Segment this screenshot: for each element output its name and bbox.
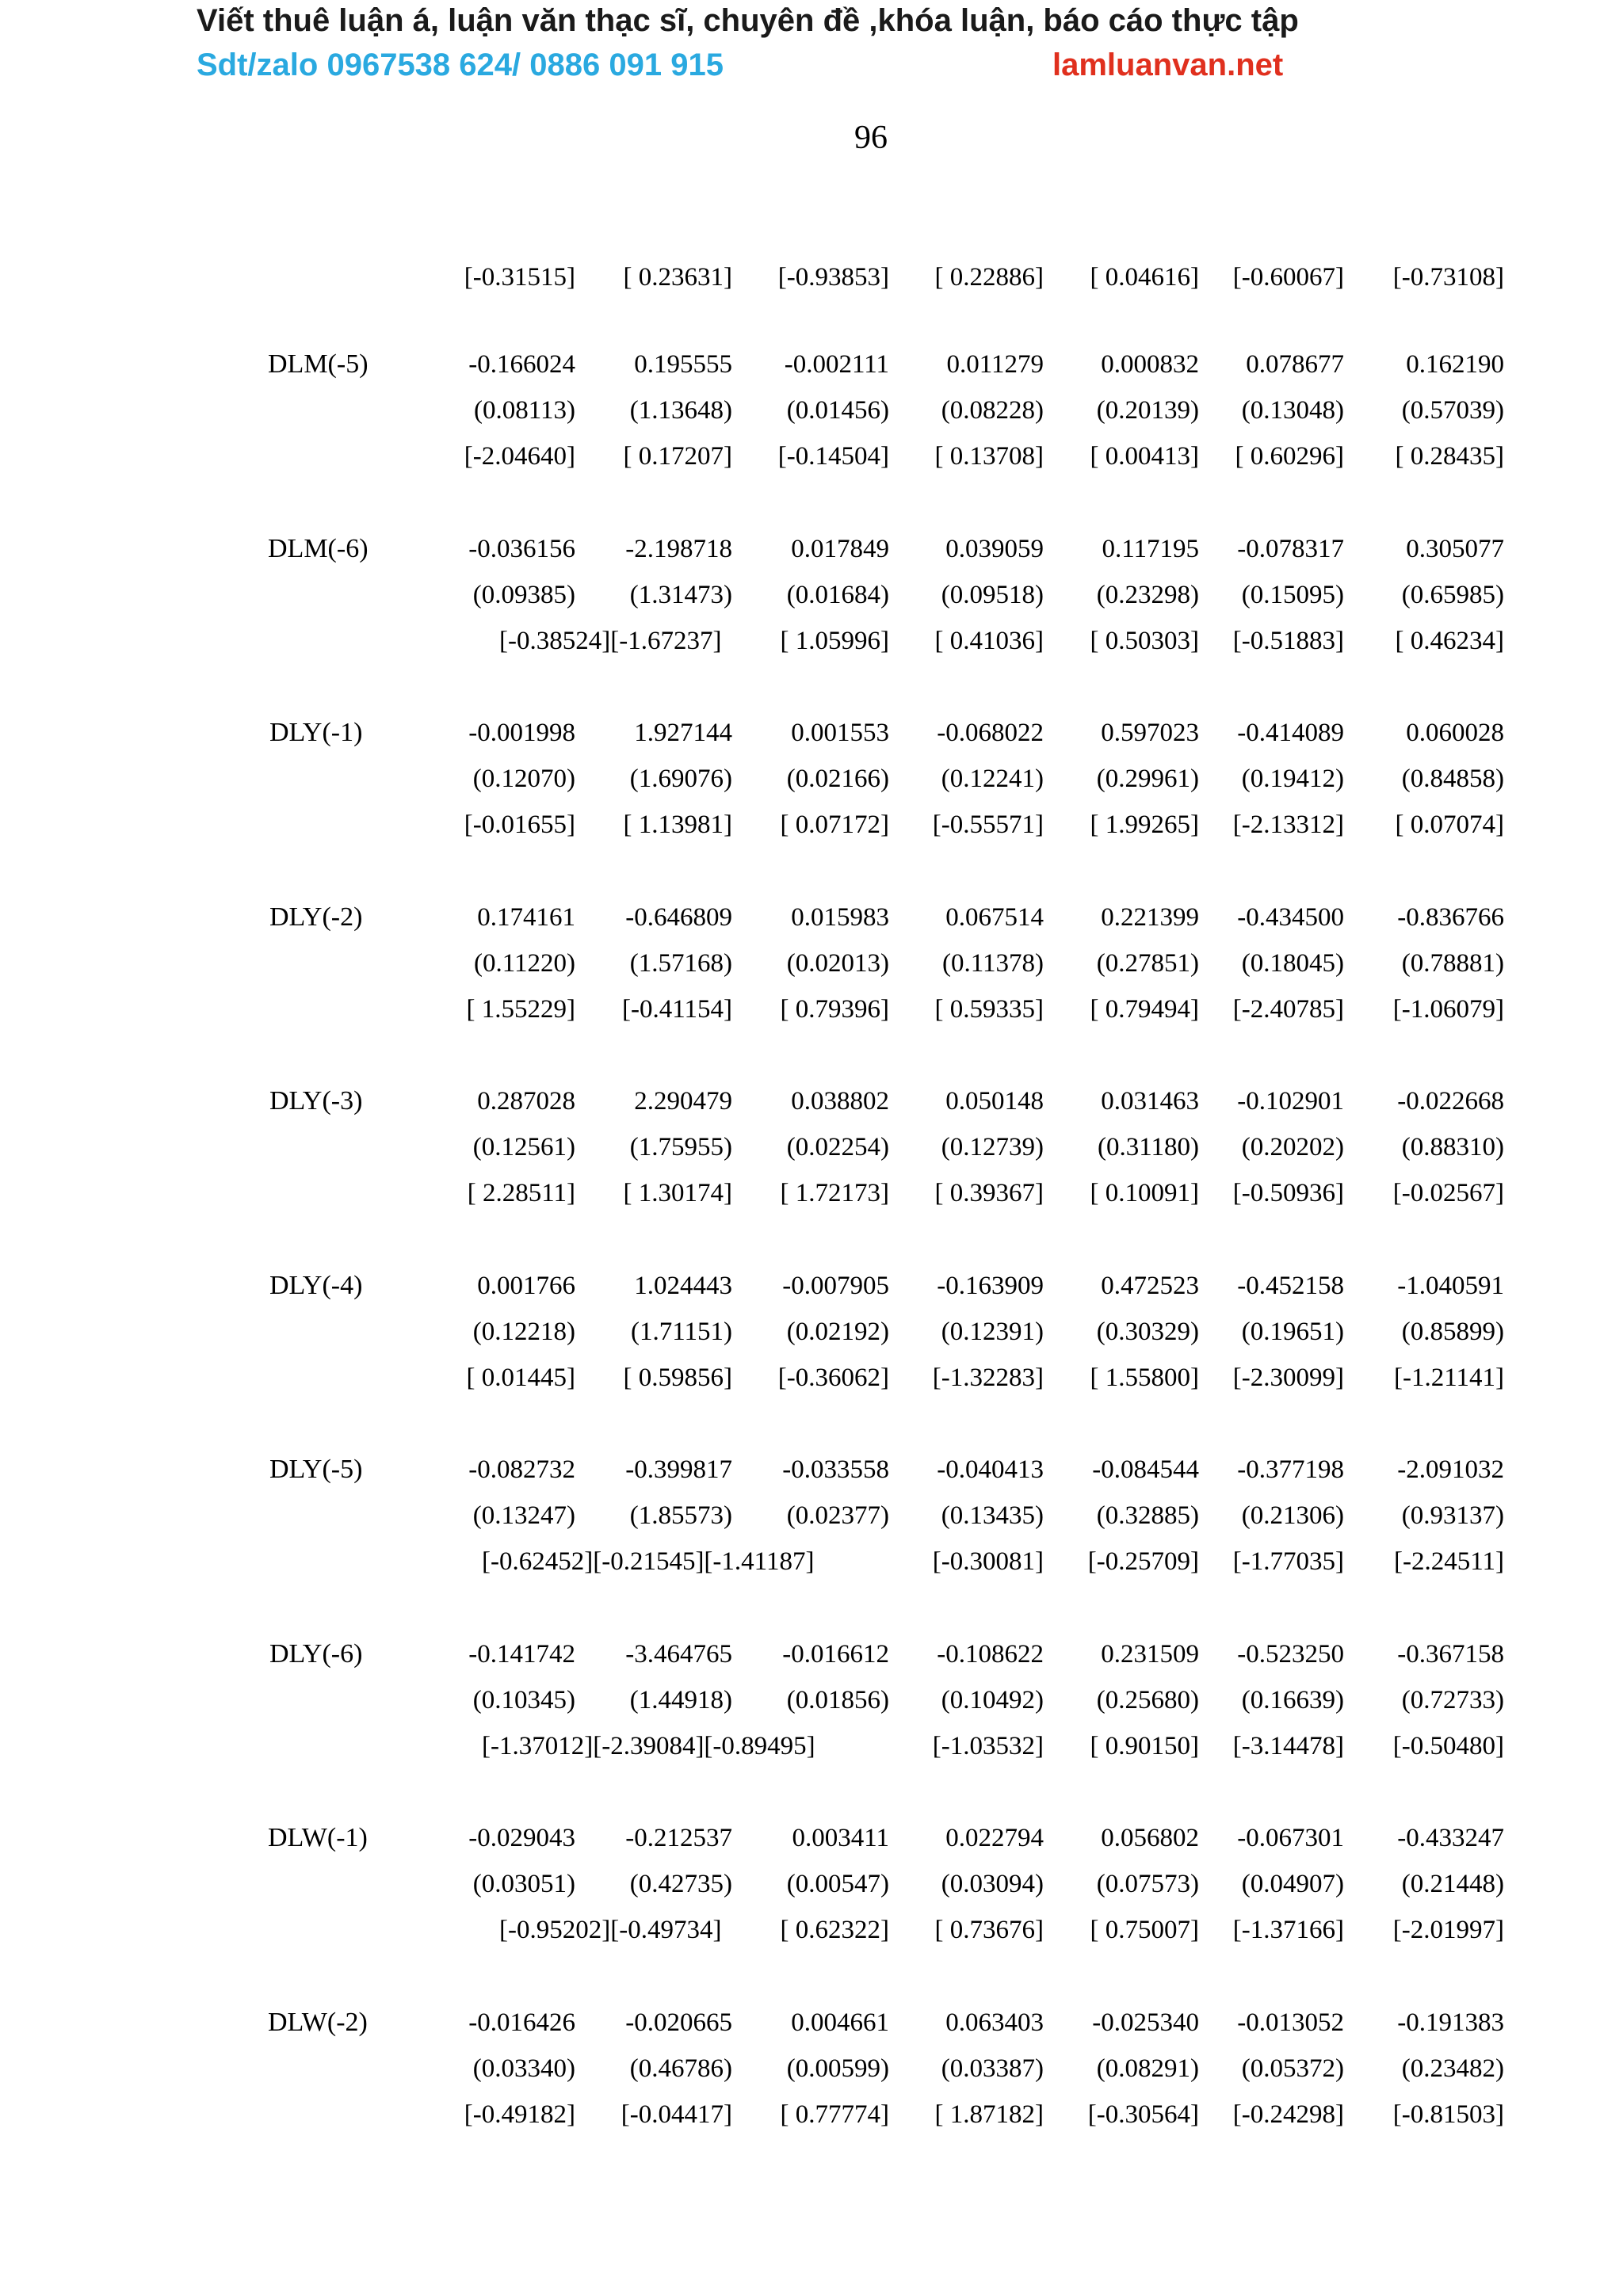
se-cell: (0.01856) xyxy=(786,1685,889,1714)
t-stat-cell: [ 0.01445] xyxy=(466,1363,575,1392)
se-cell: (0.46786) xyxy=(629,2054,732,2083)
page-number: 96 xyxy=(854,120,888,156)
coef-cell: 0.050148 xyxy=(945,1087,1044,1116)
coef-cell: -0.523250 xyxy=(1237,1639,1344,1669)
se-cell: (0.12070) xyxy=(472,765,575,793)
se-cell: (0.09518) xyxy=(941,580,1044,609)
se-cell: (0.00547) xyxy=(786,1870,889,1898)
t-stat-cell: [-2.24511] xyxy=(1394,1547,1504,1576)
se-cell: (1.85573) xyxy=(629,1501,732,1530)
se-cell: (0.03387) xyxy=(941,2054,1044,2083)
coef-cell: 0.174161 xyxy=(477,902,575,932)
coef-cell: -0.191383 xyxy=(1397,2008,1504,2037)
coef-cell: -0.033558 xyxy=(782,1455,889,1484)
row-label: DLY(-1) xyxy=(269,718,363,747)
coef-cell: 0.287028 xyxy=(477,1087,575,1116)
t-stat-cell: [-0.04417] xyxy=(621,2100,732,2129)
t-stat-cell: [-0.93853] xyxy=(777,263,889,292)
t-stat-cell: [-2.04640] xyxy=(464,442,575,471)
se-cell: (0.10345) xyxy=(472,1685,575,1714)
se-cell: (0.02013) xyxy=(786,948,889,978)
t-stat-cell: [-0.30081] xyxy=(932,1547,1044,1576)
se-cell: (0.25680) xyxy=(1096,1685,1199,1714)
se-cell: (0.72733) xyxy=(1401,1685,1504,1714)
row-label: DLY(-4) xyxy=(269,1270,363,1300)
coef-cell: -0.399817 xyxy=(625,1455,732,1484)
t-stat-cell: [-0.95202][-0.49734] xyxy=(499,1916,722,1944)
row-label: DLY(-2) xyxy=(269,902,363,932)
se-cell: (0.21448) xyxy=(1401,1870,1504,1898)
se-cell: (0.88310) xyxy=(1401,1133,1504,1161)
coef-cell: -1.040591 xyxy=(1397,1271,1504,1300)
coef-cell: 0.031463 xyxy=(1101,1087,1199,1116)
t-stat-cell: [-0.02567] xyxy=(1392,1179,1504,1207)
t-stat-cell: [-0.73108] xyxy=(1392,263,1504,292)
coef-cell: -0.007905 xyxy=(782,1271,889,1300)
t-stat-cell: [ 2.28511] xyxy=(467,1179,575,1207)
se-cell: (1.69076) xyxy=(629,765,732,793)
t-stat-cell: [-0.30564] xyxy=(1087,2100,1199,2129)
coef-cell: -0.078317 xyxy=(1237,534,1344,563)
t-stat-cell: [-0.38524][-1.67237] xyxy=(499,626,722,655)
t-stat-cell: [-0.60067] xyxy=(1232,263,1344,292)
t-stat-cell: [-0.01655] xyxy=(464,810,575,839)
t-stat-cell: [ 0.28435] xyxy=(1395,442,1504,471)
se-cell: (0.08113) xyxy=(473,396,575,425)
t-stat-cell: [-1.21141] xyxy=(1394,1363,1504,1392)
se-cell: (0.02192) xyxy=(786,1317,889,1346)
t-stat-cell: [ 1.30174] xyxy=(623,1179,732,1207)
t-stat-cell: [ 0.23631] xyxy=(623,263,732,292)
coef-cell: 0.195555 xyxy=(634,350,732,379)
se-cell: (0.08291) xyxy=(1096,2054,1199,2083)
coef-cell: -0.013052 xyxy=(1237,2008,1344,2037)
se-cell: (0.23298) xyxy=(1096,580,1199,609)
coef-cell: -0.377198 xyxy=(1237,1455,1344,1484)
t-stat-cell: [ 1.05996] xyxy=(780,626,889,655)
se-cell: (1.71151) xyxy=(630,1317,732,1346)
se-cell: (0.04907) xyxy=(1241,1870,1344,1898)
t-stat-cell: [-0.31515] xyxy=(464,263,575,292)
t-stat-cell: [-2.01997] xyxy=(1392,1916,1504,1944)
banner-site-link[interactable]: lamluanvan.net xyxy=(1052,48,1284,82)
coef-cell: -0.163909 xyxy=(937,1271,1044,1300)
coef-cell: 0.017849 xyxy=(791,534,889,563)
coef-cell: 0.039059 xyxy=(945,534,1044,563)
t-stat-cell: [-0.14504] xyxy=(777,442,889,471)
se-cell: (0.02377) xyxy=(786,1501,889,1530)
se-cell: (0.13247) xyxy=(472,1501,575,1530)
t-stat-cell: [-0.36062] xyxy=(777,1363,889,1392)
coef-cell: -0.002111 xyxy=(784,350,889,379)
row-label: DLM(-5) xyxy=(268,349,369,379)
se-cell: (0.65985) xyxy=(1401,580,1504,609)
coef-cell: 0.231509 xyxy=(1101,1639,1199,1669)
t-stat-cell: [-0.62452][-0.21545][-1.41187] xyxy=(482,1547,815,1576)
t-stat-cell: [ 0.79396] xyxy=(780,994,889,1024)
coef-cell: 0.004661 xyxy=(791,2008,889,2037)
se-cell: (0.13435) xyxy=(941,1501,1044,1530)
coef-cell: 1.024443 xyxy=(634,1271,732,1300)
coef-cell: -0.836766 xyxy=(1397,902,1504,932)
se-cell: (0.31180) xyxy=(1097,1133,1199,1161)
coef-cell: 0.003411 xyxy=(792,1824,889,1852)
t-stat-cell: [ 0.22886] xyxy=(934,263,1044,292)
se-cell: (0.03094) xyxy=(941,1870,1044,1898)
se-cell: (0.16639) xyxy=(1241,1685,1344,1714)
se-cell: (1.75955) xyxy=(629,1133,732,1161)
t-stat-cell: [-2.30099] xyxy=(1232,1363,1344,1392)
t-stat-cell: [ 1.55800] xyxy=(1090,1363,1199,1392)
coef-cell: -0.040413 xyxy=(937,1455,1044,1484)
t-stat-cell: [ 0.77774] xyxy=(780,2100,889,2129)
t-stat-cell: [-2.40785] xyxy=(1232,994,1344,1024)
coef-cell: -0.646809 xyxy=(625,902,732,932)
coef-cell: -0.001998 xyxy=(468,719,575,747)
coef-cell: -2.091032 xyxy=(1397,1455,1504,1484)
se-cell: (0.23482) xyxy=(1401,2054,1504,2083)
t-stat-cell: [ 1.13981] xyxy=(623,810,732,839)
t-stat-cell: [-0.24298] xyxy=(1232,2100,1344,2129)
se-cell: (0.12241) xyxy=(941,765,1044,793)
se-cell: (0.11220) xyxy=(473,948,575,978)
coef-cell: -0.084544 xyxy=(1092,1455,1199,1484)
t-stat-cell: [-0.49182] xyxy=(464,2100,575,2129)
coef-cell: 0.060028 xyxy=(1406,719,1504,747)
coef-cell: 0.472523 xyxy=(1101,1271,1199,1300)
t-stat-cell: [ 0.73676] xyxy=(934,1916,1044,1944)
coef-cell: 2.290479 xyxy=(634,1087,732,1116)
se-cell: (0.42735) xyxy=(629,1870,732,1898)
banner-title: Viết thuê luận á, luận văn thạc sĩ, chuyên đề ,khóa luận, báo cáo thực tập xyxy=(197,3,1299,38)
se-cell: (1.13648) xyxy=(629,396,732,425)
t-stat-cell: [-1.37012][-2.39084][-0.89495] xyxy=(482,1731,815,1760)
coef-cell: -0.452158 xyxy=(1237,1271,1344,1300)
t-stat-cell: [ 0.00413] xyxy=(1090,442,1199,471)
se-cell: (0.12561) xyxy=(472,1133,575,1161)
se-cell: (0.85899) xyxy=(1401,1317,1504,1346)
se-cell: (0.08228) xyxy=(941,396,1044,425)
t-stat-cell: [ 0.41036] xyxy=(934,626,1044,655)
coef-cell: 0.022794 xyxy=(945,1824,1044,1852)
t-stat-cell: [ 0.62322] xyxy=(780,1916,889,1944)
se-cell: (0.01456) xyxy=(786,396,889,425)
se-cell: (0.29961) xyxy=(1096,765,1199,793)
t-stat-cell: [ 0.07074] xyxy=(1395,810,1504,839)
se-cell: (0.12391) xyxy=(941,1317,1044,1346)
coef-cell: -0.414089 xyxy=(1237,719,1344,747)
coef-cell: -0.029043 xyxy=(468,1824,575,1852)
t-stat-cell: [-2.13312] xyxy=(1232,810,1344,839)
coef-cell: -2.198718 xyxy=(625,534,732,563)
coef-cell: -0.068022 xyxy=(937,719,1044,747)
se-cell: (0.18045) xyxy=(1241,948,1344,978)
coef-cell: 0.305077 xyxy=(1406,534,1504,563)
t-stat-cell: [ 0.59856] xyxy=(623,1363,732,1392)
t-stat-cell: [-0.51883] xyxy=(1232,626,1344,655)
t-stat-cell: [ 1.99265] xyxy=(1090,810,1199,839)
t-stat-cell: [ 0.04616] xyxy=(1090,263,1199,292)
coef-cell: 0.162190 xyxy=(1406,350,1504,379)
se-cell: (0.11378) xyxy=(941,948,1044,978)
se-cell: (0.20139) xyxy=(1096,396,1199,425)
se-cell: (0.03051) xyxy=(472,1870,575,1898)
se-cell: (0.20202) xyxy=(1241,1133,1344,1161)
t-stat-cell: [ 0.75007] xyxy=(1090,1916,1199,1944)
se-cell: (0.02254) xyxy=(786,1133,889,1161)
t-stat-cell: [-1.06079] xyxy=(1392,994,1504,1024)
coef-cell: 0.001766 xyxy=(477,1271,575,1300)
se-cell: (1.31473) xyxy=(629,580,732,609)
se-cell: (0.05372) xyxy=(1241,2054,1344,2083)
t-stat-cell: [ 0.13708] xyxy=(934,442,1044,471)
se-cell: (0.32885) xyxy=(1096,1501,1199,1530)
coef-cell: -0.036156 xyxy=(468,534,575,563)
coef-cell: -0.102901 xyxy=(1237,1087,1344,1116)
t-stat-cell: [ 0.46234] xyxy=(1395,626,1504,655)
t-stat-cell: [-0.50480] xyxy=(1392,1731,1504,1760)
row-label: DLW(-1) xyxy=(268,1823,368,1852)
t-stat-cell: [-0.25709] xyxy=(1087,1547,1199,1576)
t-stat-cell: [ 1.72173] xyxy=(780,1179,889,1207)
t-stat-cell: [-1.77035] xyxy=(1232,1547,1344,1576)
se-cell: (0.00599) xyxy=(786,2054,889,2083)
t-stat-cell: [ 0.79494] xyxy=(1090,994,1199,1024)
t-stat-cell: [ 0.39367] xyxy=(934,1179,1044,1207)
se-cell: (0.12218) xyxy=(472,1317,575,1346)
row-label: DLY(-6) xyxy=(269,1638,363,1669)
coef-cell: 0.056802 xyxy=(1101,1824,1199,1852)
coef-cell: 0.038802 xyxy=(791,1087,889,1116)
t-stat-cell: [ 0.07172] xyxy=(780,810,889,839)
se-cell: (0.21306) xyxy=(1241,1501,1344,1530)
se-cell: (0.84858) xyxy=(1401,765,1504,793)
coef-cell: -3.464765 xyxy=(625,1639,732,1669)
row-label: DLY(-5) xyxy=(269,1455,363,1484)
t-stat-cell: [-1.03532] xyxy=(932,1731,1044,1760)
se-cell: (0.30329) xyxy=(1096,1317,1199,1346)
se-cell: (0.09385) xyxy=(472,580,575,609)
se-cell: (0.07573) xyxy=(1096,1870,1199,1898)
row-label: DLW(-2) xyxy=(268,2007,368,2037)
coef-cell: -0.166024 xyxy=(468,350,575,379)
t-stat-cell: [ 0.50303] xyxy=(1090,626,1199,655)
row-label: DLY(-3) xyxy=(269,1086,363,1116)
coef-cell: -0.212537 xyxy=(625,1824,732,1852)
se-cell: (0.10492) xyxy=(941,1685,1044,1714)
se-cell: (0.01684) xyxy=(786,580,889,609)
se-cell: (0.19651) xyxy=(1241,1317,1344,1346)
coef-cell: -0.367158 xyxy=(1397,1639,1504,1669)
coef-cell: 0.001553 xyxy=(791,719,889,747)
se-cell: (0.12739) xyxy=(941,1133,1044,1161)
row-label: DLM(-6) xyxy=(268,533,369,563)
coef-cell: -0.434500 xyxy=(1237,902,1344,932)
coef-cell: -0.020665 xyxy=(625,2008,732,2037)
t-stat-cell: [-0.41154] xyxy=(622,994,732,1024)
coef-cell: 0.117195 xyxy=(1102,534,1199,563)
se-cell: (0.13048) xyxy=(1241,396,1344,425)
se-cell: (0.27851) xyxy=(1096,948,1199,978)
coef-cell: -0.082732 xyxy=(468,1455,575,1484)
t-stat-cell: [ 1.87182] xyxy=(934,2100,1044,2129)
coef-cell: -0.022668 xyxy=(1397,1087,1504,1116)
coef-cell: 1.927144 xyxy=(634,719,732,747)
coef-cell: 0.078677 xyxy=(1246,350,1344,379)
t-stat-cell: [-0.81503] xyxy=(1392,2100,1504,2129)
se-cell: (1.57168) xyxy=(629,948,732,978)
coef-cell: -0.433247 xyxy=(1397,1824,1504,1852)
coef-cell: 0.597023 xyxy=(1101,719,1199,747)
se-cell: (0.57039) xyxy=(1401,396,1504,425)
se-cell: (0.19412) xyxy=(1241,765,1344,793)
coef-cell: -0.067301 xyxy=(1237,1824,1344,1852)
coef-cell: -0.108622 xyxy=(937,1639,1044,1669)
coef-cell: -0.016426 xyxy=(468,2008,575,2037)
t-stat-cell: [-1.37166] xyxy=(1232,1916,1344,1944)
se-cell: (0.03340) xyxy=(472,2054,575,2083)
se-cell: (0.02166) xyxy=(786,765,889,793)
t-stat-cell: [ 0.17207] xyxy=(623,442,732,471)
coef-cell: 0.015983 xyxy=(791,902,889,932)
coef-cell: 0.063403 xyxy=(945,2008,1044,2037)
t-stat-cell: [ 0.90150] xyxy=(1090,1731,1199,1760)
coef-cell: 0.011279 xyxy=(946,350,1044,379)
t-stat-cell: [-3.14478] xyxy=(1232,1731,1344,1760)
banner-phone: Sdt/zalo 0967538 624/ 0886 091 915 xyxy=(197,48,724,82)
t-stat-cell: [-1.32283] xyxy=(932,1363,1044,1392)
coef-cell: 0.221399 xyxy=(1101,902,1199,932)
coef-cell: 0.067514 xyxy=(945,902,1044,932)
se-cell: (0.78881) xyxy=(1401,948,1504,978)
coef-cell: -0.025340 xyxy=(1092,2008,1199,2037)
t-stat-cell: [ 0.59335] xyxy=(934,994,1044,1024)
coef-cell: -0.016612 xyxy=(782,1639,889,1669)
se-cell: (0.93137) xyxy=(1401,1501,1504,1530)
t-stat-cell: [-0.50936] xyxy=(1232,1179,1344,1207)
t-stat-cell: [ 1.55229] xyxy=(466,994,575,1024)
se-cell: (1.44918) xyxy=(629,1685,732,1714)
t-stat-cell: [ 0.10091] xyxy=(1090,1179,1199,1207)
se-cell: (0.15095) xyxy=(1241,580,1344,609)
coef-cell: -0.141742 xyxy=(468,1639,575,1669)
t-stat-cell: [ 0.60296] xyxy=(1235,442,1344,471)
t-stat-cell: [-0.55571] xyxy=(932,810,1044,839)
coef-cell: 0.000832 xyxy=(1101,350,1199,379)
